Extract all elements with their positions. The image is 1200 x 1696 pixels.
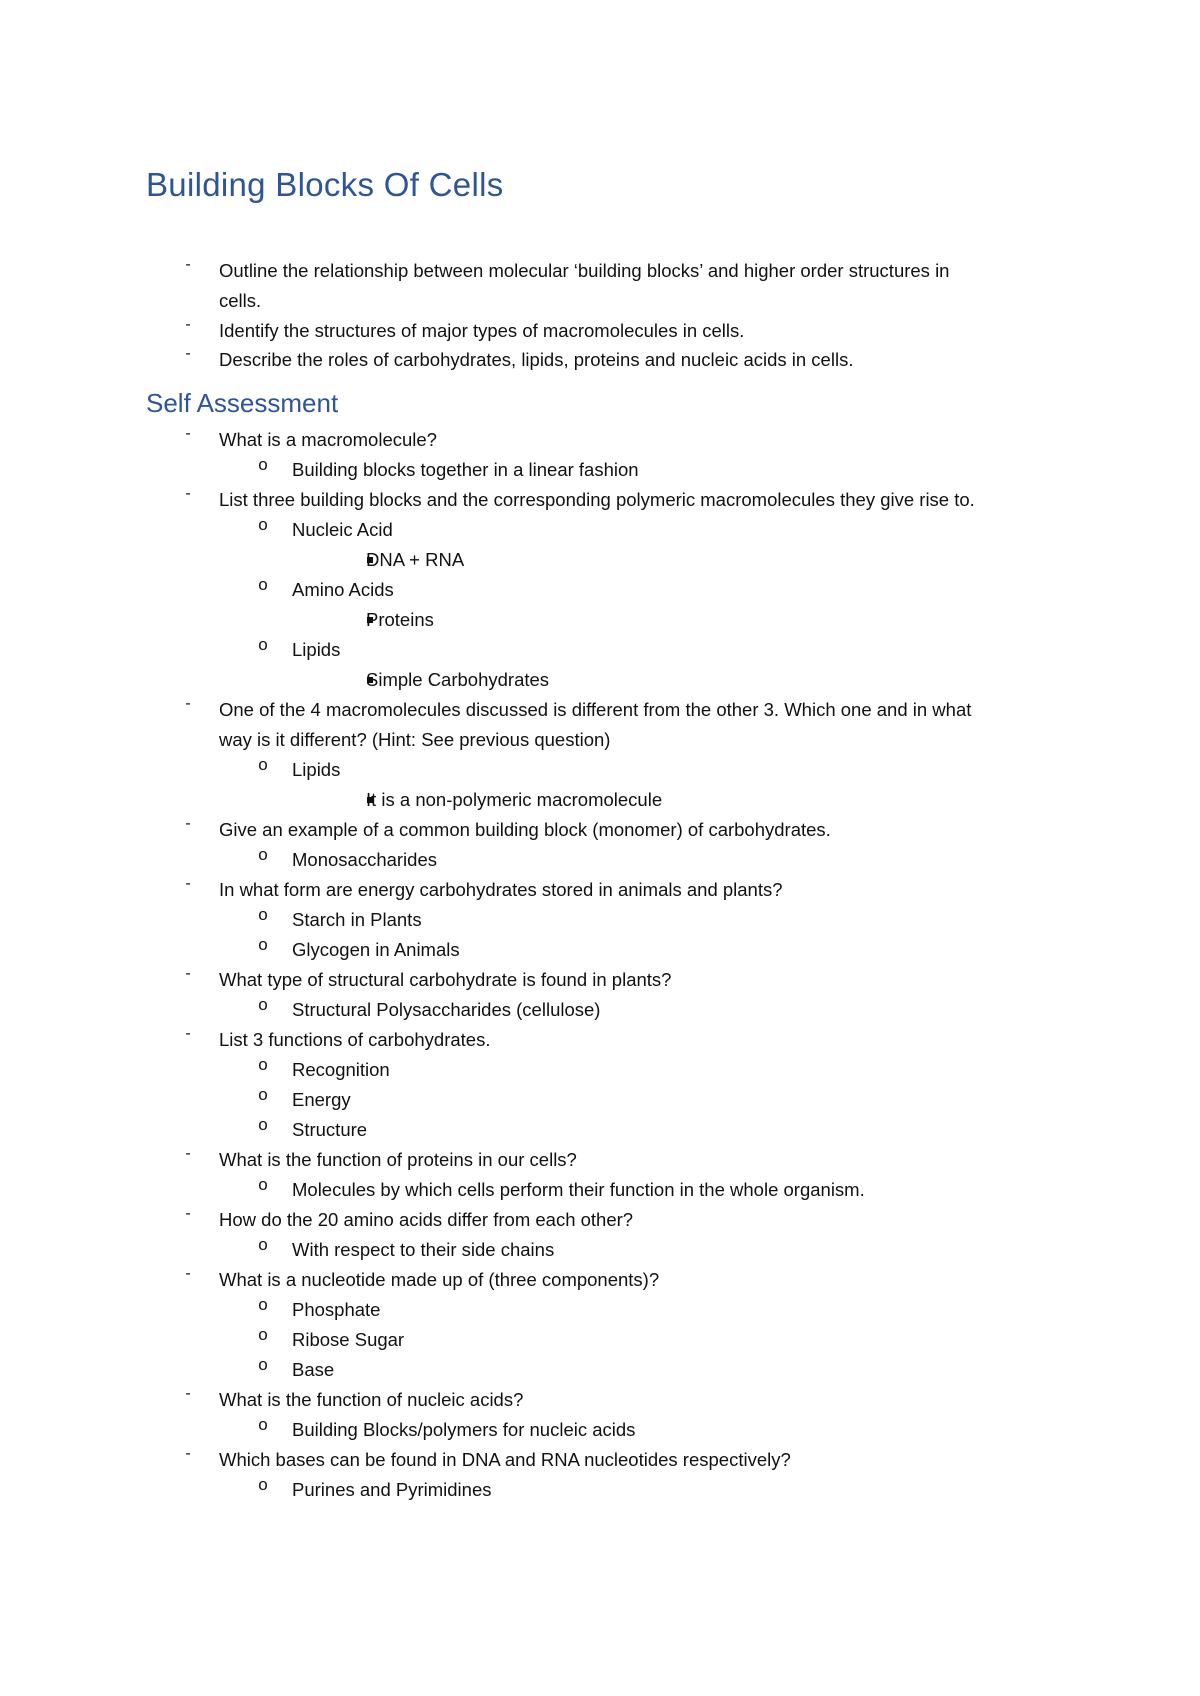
answer: Nucleic Acid [292, 519, 393, 540]
bullet-dash: - [185, 1385, 191, 1402]
question: One of the 4 macromolecules discussed is different from the other 3. Which one and in what [219, 699, 972, 720]
bullet-circle: o [258, 905, 268, 924]
section-heading: Self Assessment [146, 388, 339, 418]
bullet-circle: o [258, 1115, 268, 1134]
bullet-circle: o [258, 635, 268, 654]
question: What is the function of proteins in our cells? [219, 1149, 577, 1170]
answer: Lipids [292, 639, 341, 660]
answer: Starch in Plants [292, 909, 422, 930]
document-title: Building Blocks Of Cells [146, 166, 504, 203]
bullet-dash: - [185, 1265, 191, 1282]
bullet-circle: o [258, 845, 268, 864]
question: What is a macromolecule? [219, 429, 437, 450]
bullet-circle: o [258, 935, 268, 954]
sub-answer: It is a non-polymeric macromolecule [366, 789, 663, 810]
answer: Structure [292, 1119, 368, 1140]
bullet-circle: o [258, 1055, 268, 1074]
answer: Lipids [292, 759, 341, 780]
bullet-dash: - [185, 485, 191, 502]
bullet-circle: o [258, 575, 268, 594]
question: List three building blocks and the corresponding polymeric macromolecules they give rise to. [219, 489, 975, 510]
sub-answer [366, 545, 464, 575]
question: What type of structural carbohydrate is found in plants? [219, 969, 672, 990]
bullet-circle: o [258, 1085, 268, 1104]
bullet-dash: - [185, 425, 191, 442]
bullet-circle: o [258, 1325, 268, 1344]
bullet-dash: - [185, 875, 191, 892]
answer: Glycogen in Animals [292, 939, 460, 960]
question: List 3 functions of carbohydrates. [219, 1029, 491, 1050]
bullet-dash: - [185, 1145, 191, 1162]
bullet-circle: o [258, 1415, 268, 1434]
bullet-circle: o [258, 1355, 268, 1374]
objective-item-continued: cells. [219, 290, 262, 311]
bullet-dash: - [185, 256, 191, 273]
bullet-dash: - [185, 1445, 191, 1462]
bullet-circle: o [258, 1175, 268, 1194]
answer: Energy [292, 1089, 351, 1110]
question-continued: way is it different? (Hint: See previous question) [219, 729, 611, 750]
sub-answer: Proteins [366, 609, 434, 630]
bullet-dash: - [185, 1205, 191, 1222]
answer: With respect to their side chains [292, 1239, 555, 1260]
answer: Ribose Sugar [292, 1329, 405, 1350]
objective-item: Outline the relationship between molecular ‘building blocks’ and higher order structures in [219, 260, 950, 281]
answer: Amino Acids [292, 579, 394, 600]
sub-answer: Simple Carbohydrates [366, 669, 550, 690]
answer: Recognition [292, 1059, 390, 1080]
answer: Building blocks together in a linear fashion [292, 459, 639, 480]
bullet-circle: o [258, 455, 268, 474]
question: Which bases can be found in DNA and RNA nucleotides respectively? [219, 1449, 791, 1470]
answer: Structural Polysaccharides (cellulose) [292, 999, 601, 1020]
bullet-circle: o [258, 515, 268, 534]
bullet-circle: o [258, 1235, 268, 1254]
answer: Phosphate [292, 1299, 381, 1320]
question: How do the 20 amino acids differ from each other? [219, 1209, 634, 1230]
objective-item: Identify the structures of major types of macromolecules in cells. [219, 320, 745, 341]
bullet-circle: o [258, 755, 268, 774]
answer: Monosaccharides [292, 849, 437, 870]
bullet-circle: o [258, 995, 268, 1014]
bullet-circle: o [258, 1475, 268, 1494]
answer: Base [292, 1359, 335, 1380]
question: In what form are energy carbohydrates stored in animals and plants? [219, 879, 783, 900]
bullet-dash: - [185, 345, 191, 362]
question: What is the function of nucleic acids? [219, 1389, 524, 1410]
answer: Purines and Pyrimidines [292, 1479, 492, 1500]
answer: Building Blocks/polymers for nucleic acids [292, 1419, 636, 1440]
bullet-dash: - [185, 695, 191, 712]
question: What is a nucleotide made up of (three components)? [219, 1269, 660, 1290]
sub-answer-text: DNA + RNA [366, 549, 465, 570]
answer: Molecules by which cells perform their function in the whole organism. [292, 1179, 865, 1200]
bullet-dash: - [185, 965, 191, 982]
bullet-dash: - [185, 815, 191, 832]
bullet-dash: - [185, 316, 191, 333]
bullet-circle: o [258, 1295, 268, 1314]
question: Give an example of a common building block (monomer) of carbohydrates. [219, 819, 831, 840]
objective-item: Describe the roles of carbohydrates, lipids, proteins and nucleic acids in cells. [219, 349, 854, 370]
bullet-dash: - [185, 1025, 191, 1042]
